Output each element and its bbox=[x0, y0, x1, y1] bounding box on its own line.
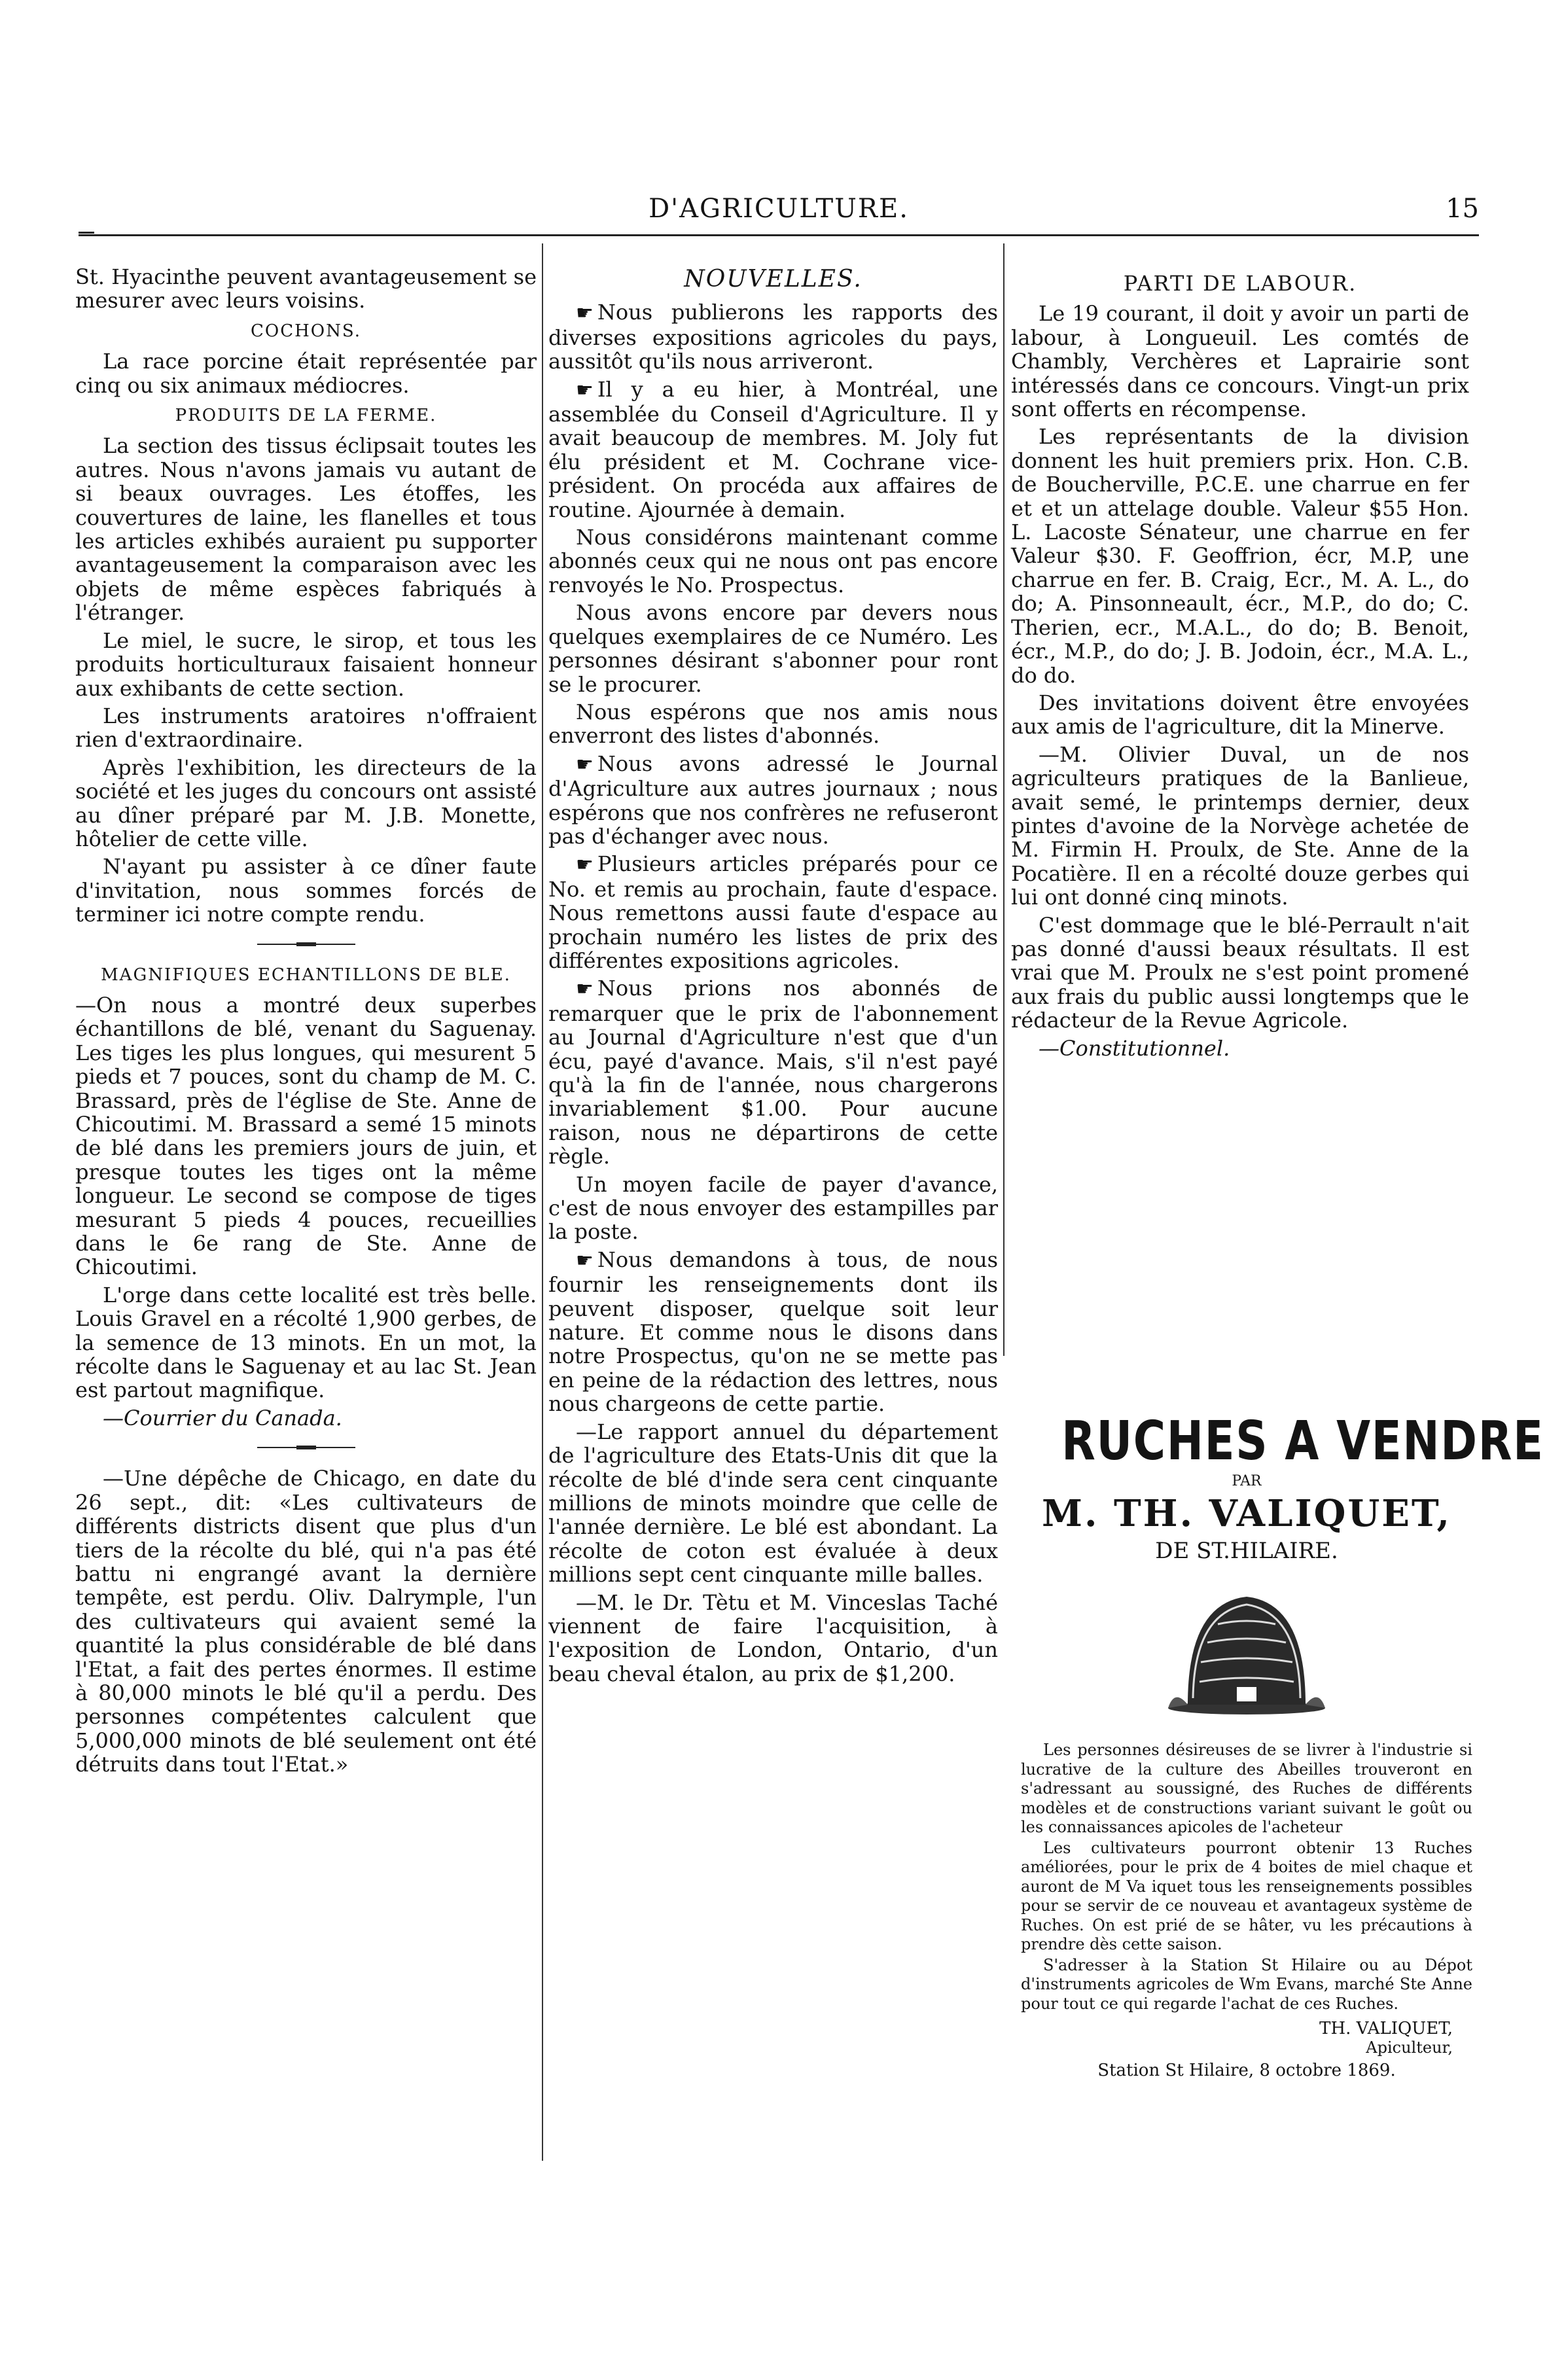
col2-paragraph: Nous avons encore par devers nous quelques exemplaires de ce Numéro. Les personnes désirant s'abonner pour ront se le procurer. bbox=[548, 600, 998, 697]
page-header bbox=[79, 194, 1479, 233]
pointing-hand-icon: ☛ bbox=[576, 1249, 594, 1272]
running-title: D'AGRICULTURE. bbox=[649, 194, 909, 224]
parti-de-labour-heading: PARTI DE LABOUR. bbox=[1123, 271, 1357, 296]
column-rule-2 bbox=[1003, 243, 1005, 1356]
ad-owner: M. TH. VALIQUET, bbox=[1042, 1492, 1451, 1535]
col1-paragraph: St. Hyacinthe peuvent avantageusement se mesurer avec leurs voisins. bbox=[75, 264, 537, 313]
page-number: 15 bbox=[1446, 194, 1479, 224]
col1-source: —Courrier du Canada. bbox=[103, 1405, 342, 1430]
col2-paragraph: Nous espérons que nos amis nous enverront des listes d'abonnés. bbox=[548, 699, 998, 749]
header-dash bbox=[79, 232, 94, 234]
section-heading-echantillons: MAGNIFIQUES ECHANTILLONS DE BLE. bbox=[101, 965, 511, 985]
col1-paragraph: Le miel, le sucre, le sirop, et tous les produits horticulturaux faisaient honneur aux exhibants de cette section. bbox=[75, 628, 537, 701]
ad-paragraph: Les cultivateurs pourront obtenir 13 Ruches améliorées, pour le prix de 4 boites de miel chaque et auront de M Va iquet tous les renseignements possibles pour se servir de ce nouveau et avantageux système de Ruches. On est prié de se hâter, vu les précautions à prendre dès cette saison. bbox=[1021, 1838, 1472, 1953]
pointing-hand-icon: ☛ bbox=[576, 378, 594, 402]
col2-paragraph: —Le rapport annuel du département de l'agriculture des Etats-Unis dit que la récolte de blé d'inde sera cent cinquante millions de minots moindre que celle de l'année dernière. Le blé est abondant. La récolte de coton est évaluée à deux millions sept cent cinquante mille balles. bbox=[548, 1419, 998, 1588]
column-2 bbox=[548, 265, 998, 1690]
ad-paragraph: S'adresser à la Station St Hilaire ou au Dépot d'instruments agricoles de Wm Evans, marché Ste Anne pour tout ce qui regarde l'achat de ces Ruches. bbox=[1021, 1955, 1472, 2013]
header-rule bbox=[79, 234, 1479, 236]
ad-place: DE ST.HILAIRE. bbox=[1155, 1538, 1338, 1564]
col1-paragraph: L'orge dans cette localité est très belle. Louis Gravel en a récolté 1,900 gerbes, de la semence de 13 minots. En un mot, la récolte dans le Saguenay et au lac St. Jean est partout magnifique. bbox=[75, 1282, 537, 1403]
pointing-hand-icon: ☛ bbox=[576, 978, 594, 1001]
ruches-advertisement bbox=[1021, 1410, 1544, 2080]
col2-paragraph: —M. le Dr. Tètu et M. Vinceslas Taché viennent de faire l'acquisition, à l'exposition de London, Ontario, d'un beau cheval étalon, au prix de $1,200. bbox=[548, 1590, 998, 1686]
pointing-hand-icon: ☛ bbox=[576, 302, 594, 325]
col2-paragraph: Nous prions nos abonnés de remarquer que le prix de l'abonnement au Journal d'Agriculture n'est que d'un écu, payé d'avance. Mais, s'il n'est payé qu'à la fin de l'année, nous chargerons invariablement $1.00. Pour aucune raison, nous ne départirons de cette règle. bbox=[548, 976, 998, 1169]
section-heading-cochons: COCHONS. bbox=[251, 321, 361, 341]
column-1 bbox=[75, 265, 537, 1781]
col2-paragraph: Nous demandons à tous, de nous fournir les renseignements dont ils peuvent disposer, quelque soit leur nature. Et comme nous le disons dans notre Prospectus, qu'on ne se mette pas en peine de la rédaction des lettres, nous nous chargeons de cette partie. bbox=[548, 1247, 998, 1417]
col3-source: —Constitutionnel. bbox=[1039, 1035, 1230, 1061]
col3-paragraph: —M. Olivier Duval, un de nos agriculteurs pratiques de la Banlieue, avait semé, le printemps dernier, deux pintes d'avoine de la Norvège achetée de M. Firmin H. Proulx, de Ste. Anne de la Pocatière. Il en a récolté douze gerbes qui lui ont donné cinq minots. bbox=[1011, 741, 1469, 910]
ad-body bbox=[1021, 1741, 1472, 2014]
col1-paragraph: —Une dépêche de Chicago, en date du 26 sept., dit: «Les cultivateurs de différents districts disent que plus d'un tiers de la récolte du blé, qui n'a pas été battu ni engrangé avant la dernière tempête, est perdu. Oliv. Dalrymple, l'un des cultivateurs qui avaient semé la quantité la plus considérable de blé dans l'Etat, a fait des pertes énormes. Il estime à 80,000 minots le blé qu'il a perdu. Des personnes compétentes calculent que 5,000,000 minots de blé seulement ont été détruits dans tout l'Etat.» bbox=[75, 1466, 537, 1777]
col3-paragraph: Le 19 courant, il doit y avoir un parti de labour, à Longueuil. Les comtés de Chambly, Verchères et Laprairie sont intéressés dans ce concours. Vingt-un prix sont offerts en récompense. bbox=[1011, 301, 1469, 422]
separator-rule bbox=[257, 1447, 355, 1449]
ad-signature: TH. VALIQUET, bbox=[1319, 2019, 1453, 2038]
ad-paragraph: Les personnes désireuses de se livrer à l'industrie si lucrative de la culture des Abeilles trouveront en s'adressant au soussigné, des Ruches de différents modèles et de constructions variant suivant le goût ou les connaissances apicoles de l'acheteur bbox=[1021, 1741, 1472, 1836]
col1-paragraph: La section des tissus éclipsait toutes les autres. Nous n'avons jamais vu autant de si beaux ouvrages. Les étoffes, les couvertures de laine, les flanelles et tous les articles exhibés auraient pu supporter avantageusement la comparaison avec les objets de même espèces fabriqués à l'étranger. bbox=[75, 433, 537, 626]
col2-paragraph: Nous considérons maintenant comme abonnés ceux qui ne nous ont pas encore renvoyés le No. Prospectus. bbox=[548, 525, 998, 597]
ad-date: Station St Hilaire, 8 octobre 1869. bbox=[1097, 2061, 1396, 2080]
beehive-icon bbox=[1162, 1577, 1332, 1721]
column-3 bbox=[1011, 265, 1469, 1064]
col2-paragraph: Nous publierons les rapports des diverses expositions agricoles du pays, aussitôt qu'ils nous arriveront. bbox=[548, 300, 998, 374]
pointing-hand-icon: ☛ bbox=[576, 753, 594, 776]
nouvelles-heading: NOUVELLES. bbox=[684, 266, 862, 293]
col3-paragraph: C'est dommage que le blé-Perrault n'ait pas donné d'aussi beaux résultats. Il est vrai que M. Proulx ne s'est point promené aux frais du public aussi longtemps que le rédacteur de la Revue Agricole. bbox=[1011, 912, 1469, 1033]
col2-paragraph: Nous avons adressé le Journal d'Agriculture aux autres journaux ; nous espérons que nos confrères ne refuseront pas d'échanger avec nous. bbox=[548, 751, 998, 849]
ad-par: PAR bbox=[1232, 1473, 1262, 1489]
col1-paragraph: —On nous a montré deux superbes échantillons de blé, venant du Saguenay. Les tiges les plus longues, qui mesurent 5 pieds et 7 pouces, sont du champ de M. C. Brassard, près de l'église de Ste. Anne de Chicoutimi. M. Brassard a semé 15 minots de blé dans les premiers jours de juin, et presque toutes les tiges ont la même longueur. Le second se compose de tiges mesurant 5 pieds 4 pouces, recueillies dans le 6e rang de Ste. Anne de Chicoutimi. bbox=[75, 992, 537, 1280]
col2-paragraph: Plusieurs articles préparés pour ce No. et remis au prochain, faute d'espace. Nous remettons aussi faute d'espace au prochain numéro les listes de prix des différentes expositions agricoles. bbox=[548, 851, 998, 973]
col2-paragraph: Un moyen facile de payer d'avance, c'est de nous envoyer des estampilles par la poste. bbox=[548, 1171, 998, 1245]
pointing-hand-icon: ☛ bbox=[576, 853, 594, 877]
separator-rule bbox=[257, 944, 355, 946]
column-rule-1 bbox=[542, 243, 543, 2161]
col3-paragraph: Les représentants de la division donnent les huit premiers prix. Hon. C.B. de Boucherville, P.C.E. une charrue en fer et et un attelage double. Valeur $55 Hon. L. Lacoste Sénateur, une charrue en fer Valeur $30. F. Geoffrion, écr, M.P, une charrue en fer. B. Craig, Ecr., M. A. L., do do; A. Pinsonneault, écr., M.P., do do; C. Therien, ecr., M.A.L., do do; B. Benoit, écr., M.P., do do; J. B. Jodoin, écr., M.A. L., do do. bbox=[1011, 424, 1469, 688]
col1-paragraph: N'ayant pu assister à ce dîner faute d'invitation, nous sommes forcés de terminer ici notre compte rendu. bbox=[75, 854, 537, 927]
section-heading-produits: PRODUITS DE LA FERME. bbox=[175, 406, 437, 426]
col2-paragraph: Il y a eu hier, à Montréal, une assemblée du Conseil d'Agriculture. Il y avait beaucoup de membres. M. Joly fut élu président et M. Cochrane vice-président. On procéda aux affaires de routine. Ajournée à demain. bbox=[548, 376, 998, 522]
ad-title: RUCHES A VENDRE bbox=[1061, 1410, 1544, 1472]
col1-paragraph: Les instruments aratoires n'offraient rien d'extraordinaire. bbox=[75, 703, 537, 753]
col3-paragraph: Des invitations doivent être envoyées aux amis de l'agriculture, dit la Minerve. bbox=[1011, 690, 1469, 739]
col1-paragraph: La race porcine était représentée par cinq ou six animaux médiocres. bbox=[75, 349, 537, 398]
ad-signature-role: Apiculteur, bbox=[1366, 2038, 1453, 2057]
col1-paragraph: Après l'exhibition, les directeurs de la société et les juges du concours ont assisté au dîner préparé par M. J.B. Monette, hôtelier de cette ville. bbox=[75, 755, 537, 851]
